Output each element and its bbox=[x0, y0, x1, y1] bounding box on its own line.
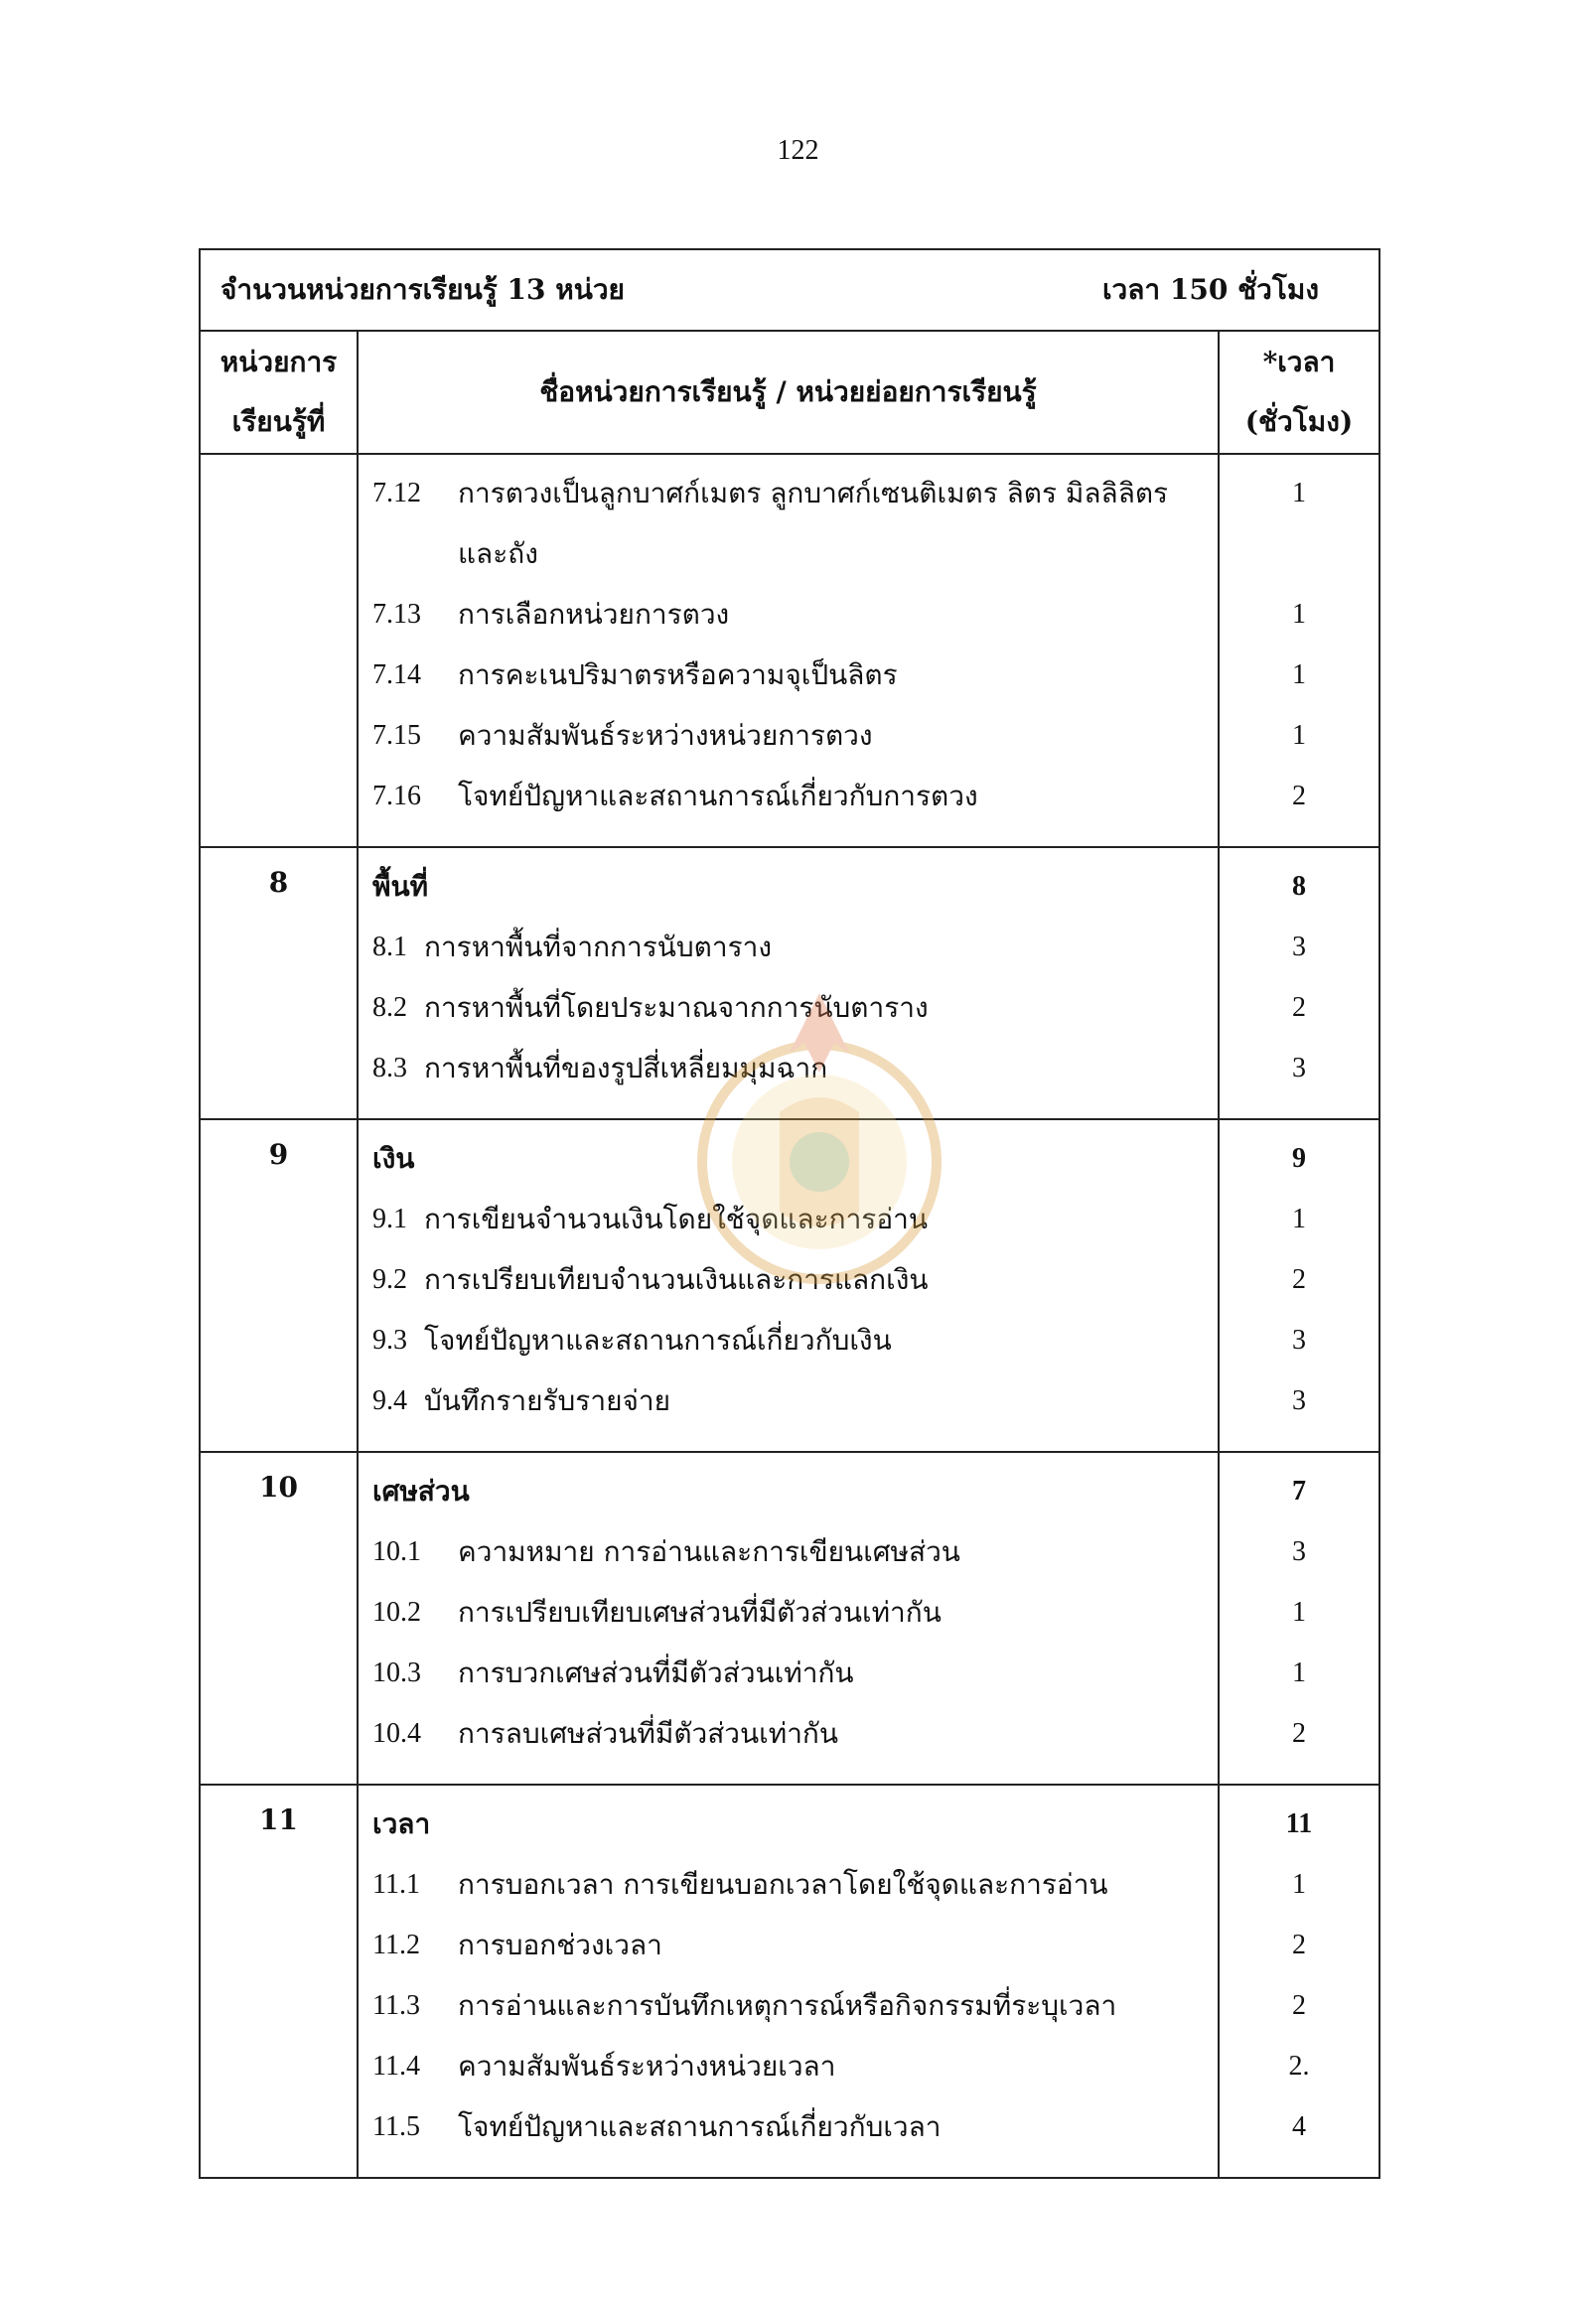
unit-number-cell: 8 bbox=[200, 847, 358, 1119]
sub-unit-hours: 3 bbox=[1292, 1325, 1306, 1356]
sub-unit-number: 7.12 bbox=[372, 478, 421, 508]
unit-total-hours: 9 bbox=[1292, 1143, 1306, 1174]
unit-name-cell bbox=[358, 1785, 1219, 2178]
column-header-name: ชื่อหน่วยการเรียนรู้ / หน่วยย่อยการเรียนรู้ bbox=[358, 331, 1219, 454]
sub-unit-number: 7.14 bbox=[372, 659, 421, 690]
sub-unit-text: บันทึกรายรับรายจ่าย bbox=[424, 1384, 671, 1417]
column-header-unit-line2: เรียนรู้ที่ bbox=[231, 405, 326, 438]
unit-name-cell bbox=[358, 1452, 1219, 1785]
sub-unit-text: การบอกเวลา การเขียนบอกเวลาโดยใช้จุดและการอ่าน bbox=[458, 1868, 1108, 1901]
sub-unit-number: 8.1 bbox=[372, 932, 407, 962]
unit-title: เศษส่วน bbox=[372, 1475, 470, 1508]
sub-unit-text: โจทย์ปัญหาและสถานการณ์เกี่ยวกับเงิน bbox=[424, 1324, 892, 1357]
sub-unit-number: 10.2 bbox=[372, 1597, 421, 1628]
sub-unit-item bbox=[372, 1310, 1204, 1370]
sub-unit-item bbox=[372, 705, 1204, 766]
sub-unit-hours: 2 bbox=[1292, 1930, 1306, 1960]
sub-unit-number: 9.4 bbox=[372, 1385, 407, 1416]
sub-unit-item bbox=[372, 766, 1204, 826]
sub-unit-text: การบวกเศษส่วนที่มีตัวส่วนเท่ากัน bbox=[458, 1656, 854, 1689]
sub-unit-hours: 1 bbox=[1292, 1597, 1306, 1628]
sub-unit-number: 7.16 bbox=[372, 781, 421, 811]
sub-unit-item bbox=[372, 645, 1204, 705]
sub-unit-hours: 1 bbox=[1292, 599, 1306, 630]
sub-unit-hours: 1 bbox=[1292, 1204, 1306, 1234]
sub-unit-text: การบอกช่วงเวลา bbox=[458, 1929, 662, 1961]
curriculum-table-wrapper bbox=[199, 248, 1380, 2179]
sub-unit-item bbox=[372, 1521, 1204, 1582]
total-time-label: เวลา 150 ชั่วโมง bbox=[1101, 273, 1319, 306]
sub-unit-number: 10.1 bbox=[372, 1536, 421, 1567]
sub-unit-number: 11.4 bbox=[372, 2051, 420, 2082]
sub-unit-hours: 1 bbox=[1292, 720, 1306, 751]
sub-unit-hours: 2 bbox=[1292, 1264, 1306, 1295]
sub-unit-text: การเปรียบเทียบเศษส่วนที่มีตัวส่วนเท่ากัน bbox=[458, 1596, 942, 1629]
sub-unit-item bbox=[372, 1249, 1204, 1310]
sub-unit-hours: 1 bbox=[1292, 1657, 1306, 1688]
sub-unit-text-continuation: และถัง bbox=[458, 537, 538, 570]
sub-unit-item bbox=[372, 1189, 1204, 1249]
sub-unit-hours: 3 bbox=[1292, 1536, 1306, 1567]
unit-row bbox=[200, 454, 1379, 847]
unit-number-cell: 11 bbox=[200, 1785, 358, 2178]
sub-unit-hours: 1 bbox=[1292, 478, 1306, 508]
column-header-unit bbox=[200, 331, 358, 454]
sub-unit-number: 9.3 bbox=[372, 1325, 407, 1356]
sub-unit-text: โจทย์ปัญหาและสถานการณ์เกี่ยวกับการตวง bbox=[458, 780, 978, 812]
sub-unit-number: 11.3 bbox=[372, 1990, 420, 2021]
sub-unit-hours: 2 bbox=[1292, 1990, 1306, 2021]
sub-unit-item bbox=[372, 1370, 1204, 1431]
sub-unit-text: การเปรียบเทียบจำนวนเงินและการแลกเงิน bbox=[424, 1263, 929, 1296]
sub-unit-text: การเลือกหน่วยการตวง bbox=[458, 598, 730, 631]
unit-total-hours: 8 bbox=[1292, 871, 1306, 902]
sub-unit-hours: 2 bbox=[1292, 781, 1306, 811]
unit-number-cell: 9 bbox=[200, 1119, 358, 1452]
sub-unit-number: 11.1 bbox=[372, 1869, 420, 1900]
sub-unit-hours: 4 bbox=[1292, 2111, 1306, 2142]
sub-unit-text: การหาพื้นที่ของรูปสี่เหลี่ยมมุมฉาก bbox=[424, 1052, 828, 1084]
unit-row bbox=[200, 1785, 1379, 2178]
unit-title: เงิน bbox=[372, 1142, 415, 1175]
units-count-label: จำนวนหน่วยการเรียนรู้ 13 หน่วย bbox=[220, 273, 625, 306]
sub-unit-text: การตวงเป็นลูกบาศก์เมตร ลูกบาศก์เซนติเมตร ลิตร มิลลิลิตร bbox=[458, 477, 1169, 509]
sub-unit-number: 8.2 bbox=[372, 992, 407, 1023]
sub-unit-hours: 1 bbox=[1292, 659, 1306, 690]
sub-unit-item bbox=[372, 977, 1204, 1038]
sub-unit-text: ความสัมพันธ์ระหว่างหน่วยเวลา bbox=[458, 2050, 836, 2083]
sub-unit-number: 9.1 bbox=[372, 1204, 407, 1234]
unit-title: เวลา bbox=[372, 1807, 431, 1840]
sub-unit-text: การเขียนจำนวนเงินโดยใช้จุดและการอ่าน bbox=[424, 1203, 929, 1235]
sub-unit-item bbox=[372, 1915, 1204, 1975]
unit-row bbox=[200, 847, 1379, 1119]
column-header-row bbox=[200, 331, 1379, 454]
sub-unit-hours: 2 bbox=[1292, 992, 1306, 1023]
unit-row bbox=[200, 1119, 1379, 1452]
unit-name-cell bbox=[358, 1119, 1219, 1452]
sub-unit-number: 11.5 bbox=[372, 2111, 420, 2142]
unit-total-hours: 7 bbox=[1292, 1476, 1306, 1507]
header-cell bbox=[200, 249, 1379, 331]
unit-number-cell: 10 bbox=[200, 1452, 358, 1785]
sub-unit-item bbox=[372, 1643, 1204, 1703]
page-number: 122 bbox=[777, 135, 819, 166]
curriculum-table bbox=[199, 248, 1380, 2179]
sub-unit-item bbox=[372, 1975, 1204, 2036]
sub-unit-item bbox=[372, 2036, 1204, 2096]
sub-unit-item bbox=[372, 2096, 1204, 2157]
sub-unit-item bbox=[372, 1582, 1204, 1643]
unit-name-cell bbox=[358, 454, 1219, 847]
unit-time-cell bbox=[1219, 847, 1379, 1119]
sub-unit-item bbox=[372, 917, 1204, 977]
hours-spacer bbox=[1221, 523, 1378, 584]
sub-unit-text: การหาพื้นที่จากการนับตาราง bbox=[424, 931, 772, 963]
column-header-unit-line1: หน่วยการ bbox=[219, 346, 338, 378]
unit-time-cell bbox=[1219, 1452, 1379, 1785]
sub-unit-number: 8.3 bbox=[372, 1053, 407, 1083]
sub-unit-hours: 2. bbox=[1288, 2051, 1310, 2082]
sub-unit-number: 10.3 bbox=[372, 1657, 421, 1688]
sub-unit-number: 9.2 bbox=[372, 1264, 407, 1295]
sub-unit-text: การคะเนปริมาตรหรือความจุเป็นลิตร bbox=[458, 658, 898, 691]
sub-unit-text: การหาพื้นที่โดยประมาณจากการนับตาราง bbox=[424, 991, 929, 1024]
unit-number-cell bbox=[200, 454, 358, 847]
sub-unit-hours: 3 bbox=[1292, 1385, 1306, 1416]
sub-unit-item bbox=[372, 584, 1204, 645]
column-header-time-line1: *เวลา bbox=[1262, 346, 1336, 378]
sub-unit-text: ความหมาย การอ่านและการเขียนเศษส่วน bbox=[458, 1535, 960, 1568]
unit-time-cell bbox=[1219, 454, 1379, 847]
column-header-time-line2: (ชั่วโมง) bbox=[1244, 405, 1354, 438]
sub-unit-text: การอ่านและการบันทึกเหตุการณ์หรือกิจกรรมที่ระบุเวลา bbox=[458, 1989, 1117, 2022]
sub-unit-item bbox=[372, 1854, 1204, 1915]
unit-name-cell bbox=[358, 847, 1219, 1119]
sub-unit-hours: 3 bbox=[1292, 1053, 1306, 1083]
sub-unit-text: ความสัมพันธ์ระหว่างหน่วยการตวง bbox=[458, 719, 873, 752]
sub-unit-text: การลบเศษส่วนที่มีตัวส่วนเท่ากัน bbox=[458, 1717, 839, 1750]
sub-unit-item bbox=[372, 1703, 1204, 1764]
sub-unit-number: 7.13 bbox=[372, 599, 421, 630]
column-header-time bbox=[1219, 331, 1379, 454]
sub-unit-item bbox=[372, 463, 1204, 523]
unit-title: พื้นที่ bbox=[372, 870, 429, 903]
sub-unit-number: 7.15 bbox=[372, 720, 421, 751]
sub-unit-hours: 2 bbox=[1292, 1718, 1306, 1749]
unit-row bbox=[200, 1452, 1379, 1785]
sub-unit-item bbox=[372, 1038, 1204, 1098]
sub-unit-number: 10.4 bbox=[372, 1718, 421, 1749]
sub-unit-hours: 1 bbox=[1292, 1869, 1306, 1900]
table-header-row bbox=[200, 249, 1379, 331]
unit-time-cell bbox=[1219, 1119, 1379, 1452]
table-body bbox=[200, 454, 1379, 2178]
sub-unit-number: 11.2 bbox=[372, 1930, 420, 1960]
sub-unit-hours: 3 bbox=[1292, 932, 1306, 962]
unit-total-hours: 11 bbox=[1285, 1808, 1313, 1839]
unit-time-cell bbox=[1219, 1785, 1379, 2178]
sub-unit-text: โจทย์ปัญหาและสถานการณ์เกี่ยวกับเวลา bbox=[458, 2110, 942, 2143]
